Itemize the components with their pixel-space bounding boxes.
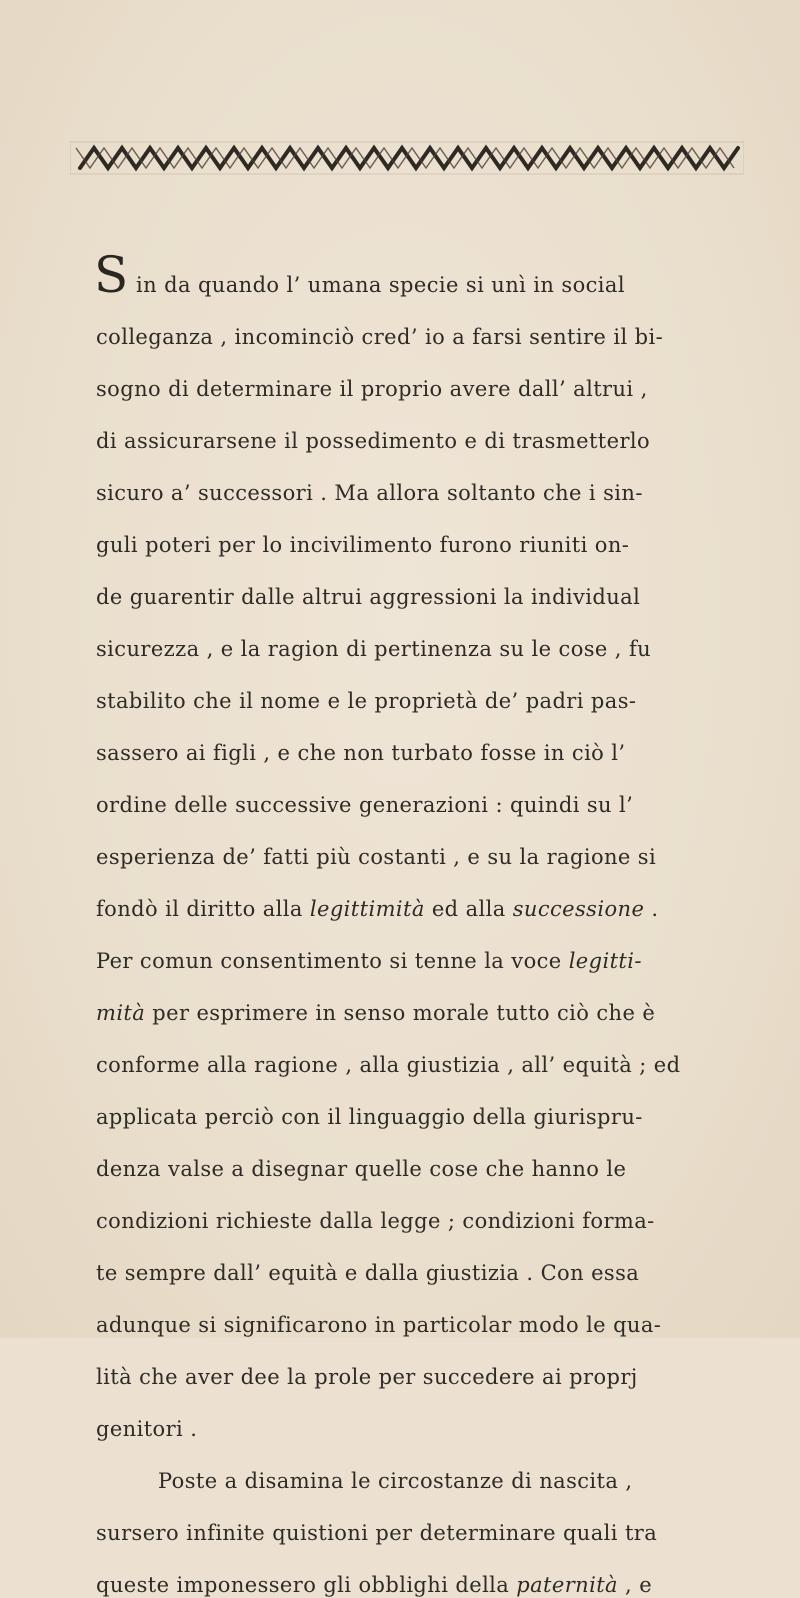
text-line-5: sicuro a’ successori . Ma allora soltanto che i sin- bbox=[96, 481, 643, 505]
drop-cap: S bbox=[94, 246, 129, 304]
italic-term-legitti: legitti- bbox=[568, 949, 642, 973]
text-line-23: genitori . bbox=[96, 1417, 198, 1441]
text-line-19: condizioni richieste dalla legge ; condizioni forma- bbox=[96, 1209, 655, 1233]
line-segment: per esprimere in senso morale tutto ciò che è bbox=[145, 1001, 656, 1025]
text-line-10: sassero ai figli , e che non turbato fosse in ciò l’ bbox=[96, 741, 626, 765]
text-line-11: ordine delle successive generazioni : quindi su l’ bbox=[96, 793, 634, 817]
text-line-22: lità che aver dee la prole per succedere ai proprj bbox=[96, 1365, 638, 1389]
line-text: in da quando l’ umana specie si unì in social bbox=[136, 273, 625, 297]
line-segment: Per comun consentimento si tenne la voce bbox=[96, 949, 569, 973]
italic-term-successione: successione bbox=[512, 897, 645, 921]
text-line-12: esperienza de’ fatti più costanti , e su la ragione si bbox=[96, 845, 657, 869]
italic-term-mita: mità bbox=[96, 1001, 146, 1025]
text-line-21: adunque si significarono in particolar modo le qua- bbox=[96, 1313, 662, 1337]
line-segment: , e bbox=[617, 1573, 653, 1597]
italic-term-paternita: paternità bbox=[516, 1573, 618, 1597]
text-line-7: de guarentir dalle altrui aggressioni la individual bbox=[96, 585, 641, 609]
text-line-26 bbox=[96, 1572, 652, 1598]
line-segment: . bbox=[644, 897, 659, 921]
line-segment: ed alla bbox=[424, 897, 513, 921]
text-line-20: te sempre dall’ equità e dalla giustizia . Con essa bbox=[96, 1261, 640, 1285]
text-line-16: conforme alla ragione , alla giustizia , all’ equità ; ed bbox=[96, 1053, 681, 1077]
text-line-9: stabilito che il nome e le proprietà de’ padri pas- bbox=[96, 689, 637, 713]
text-line-3: sogno di determinare il proprio avere dall’ altrui , bbox=[96, 377, 648, 401]
text-line-2: colleganza , incominciò cred’ io a farsi sentire il bi- bbox=[96, 325, 664, 349]
text-line-13 bbox=[96, 896, 658, 922]
italic-term-legittimita: legittimità bbox=[309, 897, 425, 921]
line-segment: queste imponessero gli obblighi della bbox=[96, 1573, 517, 1597]
text-line-8: sicurezza , e la ragion di pertinenza su le cose , fu bbox=[96, 637, 652, 661]
text-line-24: Poste a disamina le circostanze di nascita , bbox=[158, 1469, 633, 1493]
text-line-15 bbox=[96, 1000, 655, 1026]
text-line-18: denza valse a disegnar quelle cose che hanno le bbox=[96, 1157, 627, 1181]
ornamental-border-band bbox=[70, 138, 744, 178]
text-line-25: sursero infinite quistioni per determinare quali tra bbox=[96, 1521, 658, 1545]
text-line-17: applicata perciò con il linguaggio della giurispru- bbox=[96, 1105, 643, 1129]
text-line-4: di assicurarsene il possedimento e di trasmetterlo bbox=[96, 429, 651, 453]
text-line-14 bbox=[96, 948, 642, 974]
line-segment: fondò il diritto alla bbox=[96, 897, 310, 921]
text-line-6: guli poteri per lo incivilimento furono riuniti on- bbox=[96, 533, 630, 557]
